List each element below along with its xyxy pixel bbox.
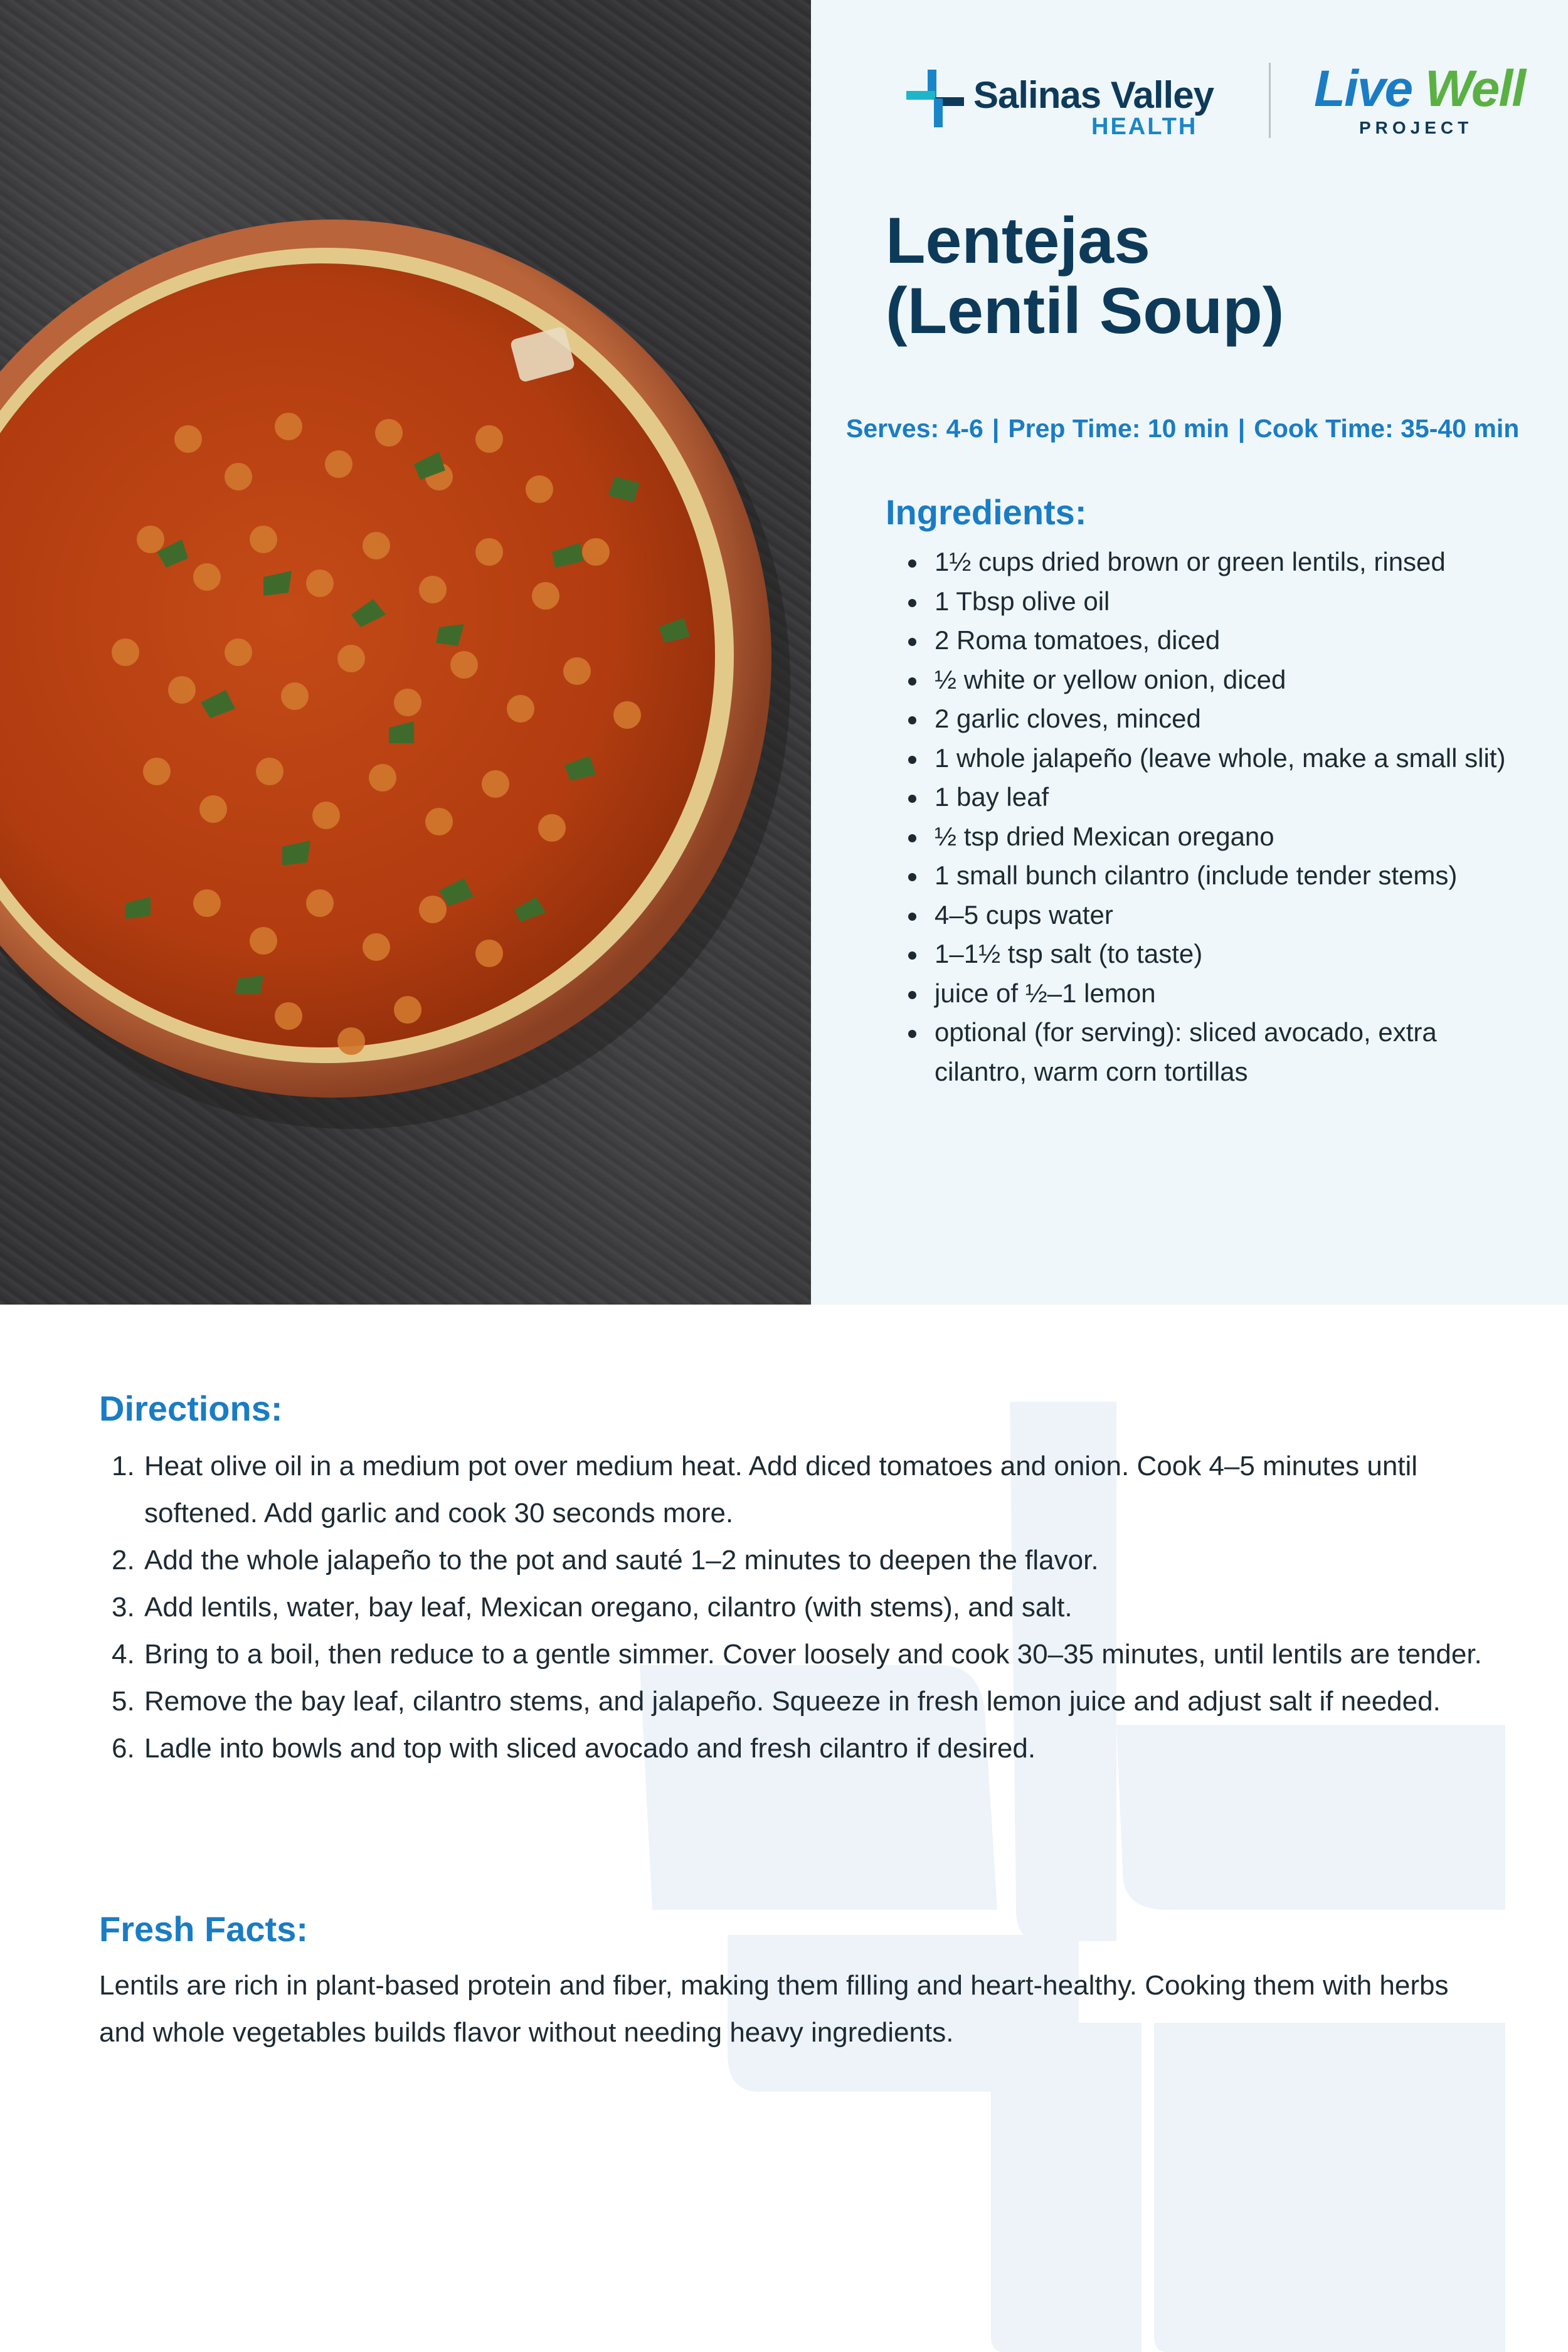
direction-step	[99, 1725, 1498, 1772]
ingredient-item: 4–5 cups water	[935, 896, 1518, 935]
salinas-valley-logo-text: Salinas Valley	[973, 74, 1214, 116]
meta-separator: |	[1237, 414, 1246, 443]
step-number: 3.	[112, 1592, 135, 1623]
ingredients-heading: Ingredients:	[886, 492, 1087, 532]
live-well-logo-part1: Live	[1314, 60, 1412, 117]
cook-time-label: Cook Time: 35-40 min	[1254, 414, 1520, 443]
recipe-meta	[846, 414, 1519, 443]
directions-heading: Directions:	[99, 1389, 283, 1428]
recipe-title-line2: (Lentil Soup)	[886, 275, 1285, 347]
lentil-soup-photo	[0, 0, 811, 1305]
direction-step	[99, 1537, 1498, 1584]
direction-step	[99, 1443, 1498, 1537]
soup-bowl-illustration	[0, 0, 811, 1305]
direction-step	[99, 1631, 1498, 1678]
recipe-title-line1: Lentejas	[886, 204, 1150, 277]
step-text: Heat olive oil in a medium pot over medium heat. Add diced tomatoes and onion. Cook 4–5 minutes until softened. Add garlic and cook 30 seconds more.	[144, 1451, 1418, 1528]
ingredient-item: 1 bay leaf	[935, 778, 1518, 817]
ingredient-item: 1–1½ tsp salt (to taste)	[935, 935, 1518, 974]
ingredient-item: optional (for serving): sliced avocado, extra cilantro, warm corn tortillas	[935, 1013, 1518, 1091]
step-number: 1.	[112, 1451, 135, 1481]
direction-step	[99, 1678, 1498, 1725]
step-number: 6.	[112, 1733, 135, 1764]
live-well-logo-subtitle: PROJECT	[1359, 118, 1473, 137]
ingredient-item: ½ white or yellow onion, diced	[935, 660, 1518, 700]
prep-time-label: Prep Time: 10 min	[1008, 414, 1229, 443]
logo-divider	[1269, 63, 1271, 138]
directions-list	[99, 1443, 1498, 1772]
step-text: Bring to a boil, then reduce to a gentle simmer. Cover loosely and cook 30–35 minutes, until lentils are tender.	[144, 1639, 1482, 1670]
ingredient-item: 1 small bunch cilantro (include tender stems)	[935, 856, 1518, 896]
step-text: Ladle into bowls and top with sliced avocado and fresh cilantro if desired.	[144, 1733, 1036, 1764]
ingredient-item: ½ tsp dried Mexican oregano	[935, 817, 1518, 857]
ingredient-item: 2 garlic cloves, minced	[935, 699, 1518, 739]
ingredient-item: juice of ½–1 lemon	[935, 974, 1518, 1014]
direction-step	[99, 1584, 1498, 1631]
fresh-facts-heading: Fresh Facts:	[99, 1909, 308, 1949]
step-number: 2.	[112, 1545, 135, 1576]
ingredient-item: 2 Roma tomatoes, diced	[935, 621, 1518, 660]
salinas-valley-cross-icon	[906, 70, 964, 127]
salinas-valley-logo-subtitle: HEALTH	[1091, 114, 1198, 140]
ingredient-item: 1 Tbsp olive oil	[935, 582, 1518, 622]
step-text: Add the whole jalapeño to the pot and sauté 1–2 minutes to deepen the flavor.	[144, 1545, 1099, 1576]
ingredient-item: 1½ cups dried brown or green lentils, rinsed	[935, 543, 1518, 582]
ingredients-list	[935, 543, 1518, 1091]
recipe-title	[886, 206, 1513, 346]
live-well-logo-part2: Well	[1424, 60, 1525, 117]
step-text: Remove the bay leaf, cilantro stems, and jalapeño. Squeeze in fresh lemon juice and adjust salt if needed.	[144, 1686, 1441, 1717]
logo-bar	[903, 60, 1524, 147]
meta-separator: |	[992, 414, 1000, 443]
step-number: 4.	[112, 1639, 135, 1670]
live-well-logo-text	[1314, 60, 1525, 119]
ingredient-item: 1 whole jalapeño (leave whole, make a small slit)	[935, 739, 1518, 778]
fresh-facts-text: Lentils are rich in plant-based protein and fiber, making them filling and heart-healthy. Cooking them with herbs and whole vegetables builds flavor without needing heavy ingredients.	[99, 1970, 1449, 2048]
step-number: 5.	[112, 1686, 135, 1717]
serves-label: Serves: 4-6	[846, 414, 983, 443]
step-text: Add lentils, water, bay leaf, Mexican oregano, cilantro (with stems), and salt.	[144, 1592, 1073, 1623]
